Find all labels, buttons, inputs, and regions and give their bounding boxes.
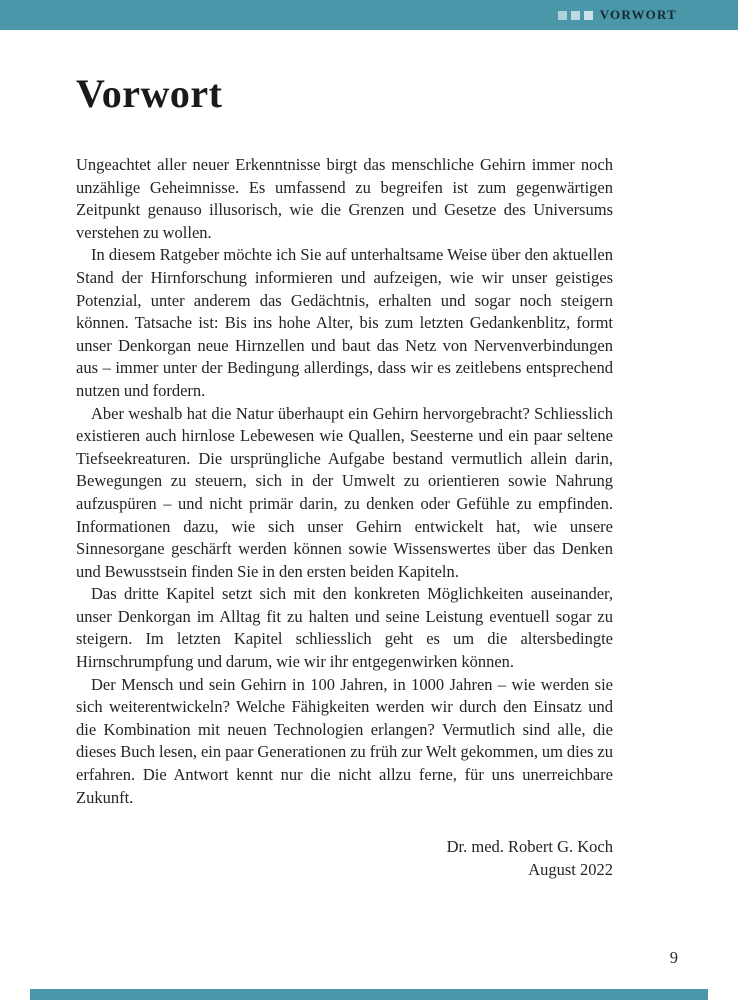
header-squares-ornament <box>558 11 593 20</box>
page-number: 9 <box>669 948 678 967</box>
signature-block <box>76 835 613 881</box>
body-paragraph: Ungeachtet aller neuer Erkenntnisse birgt das menschliche Gehirn immer noch unzählige Geheimnisse. Es umfassend zu begreifen ist zum gegenwärtigen Zeitpunkt genauso illusorisch, wie die Grenzen und Gesetze des Universums verstehen zu wollen. <box>76 155 613 242</box>
square-icon <box>584 11 593 20</box>
signature-name: Dr. med. Robert G. Koch <box>446 837 613 857</box>
chapter-title: Vorwort <box>76 71 223 116</box>
body-paragraph: Aber weshalb hat die Natur überhaupt ein Gehirn hervorgebracht? Schliesslich existieren auch hirnlose Lebewesen wie Quallen, Seesterne und ein paar seltene Tiefseekreaturen. Die ursprüngliche Aufgabe bestand vermutlich allein darin, Bewegungen zu steuern, sich in der Umwelt zu orientieren sowie Nahrung aufzuspüren – und nicht primär darin, zu denken oder Gefühle zu empfinden. Informationen dazu, wie sich unser Gehirn entwickelt hat, wie unsere Sinnesorgane geschärft werden können sowie Wissenswertes über das Denken und Bewusstsein finden Sie in den ersten beiden Kapiteln. <box>76 403 613 581</box>
square-icon <box>558 11 567 20</box>
page-content <box>76 30 613 881</box>
body-paragraph: In diesem Ratgeber möchte ich Sie auf unterhaltsame Weise über den aktuellen Stand der Hirnforschung informieren und aufzeigen, wie wir unser geistiges Potenzial, unter anderem das Gedächtnis, erhalten und sogar noch steigern können. Tatsache ist: Bis ins hohe Alter, bis zum letzten Gedankenblitz, formt unser Denkorgan neue Hirnzellen und baut das Netz von Nervenverbindungen aus – immer unter der Bedingung allerdings, dass wir es zeitlebens entsprechend nutzen und fordern. <box>76 245 613 400</box>
running-header-title: VORWORT <box>599 7 677 22</box>
signature-date: August 2022 <box>528 860 613 880</box>
square-icon <box>571 11 580 20</box>
running-header-bar <box>0 0 738 30</box>
body-paragraph: Das dritte Kapitel setzt sich mit den konkreten Möglichkeiten auseinander, unser Denkorgan im Alltag fit zu halten und seine Leistung eventuell sogar zu steigern. Im letzten Kapitel schliesslich geht es um die altersbedingte Hirnschrumpfung und darum, wie wir ihr entgegenwirken können. <box>76 584 613 672</box>
body-paragraph: Der Mensch und sein Gehirn in 100 Jahren, in 1000 Jahren – wie werden sie sich weiterentwickeln? Welche Fähigkeiten werden wir durch den Einsatz und die Kombination mit neuen Technologien erlangen? Vermutlich sind alle, die dieses Buch lesen, ein paar Generationen zu früh zur Welt gekommen, um dies zu erfahren. Die Antwort kennt nur die nicht allzu ferne, für uns unerreichbare Zukunft. <box>76 674 613 807</box>
footer-accent-bar <box>30 989 708 1000</box>
